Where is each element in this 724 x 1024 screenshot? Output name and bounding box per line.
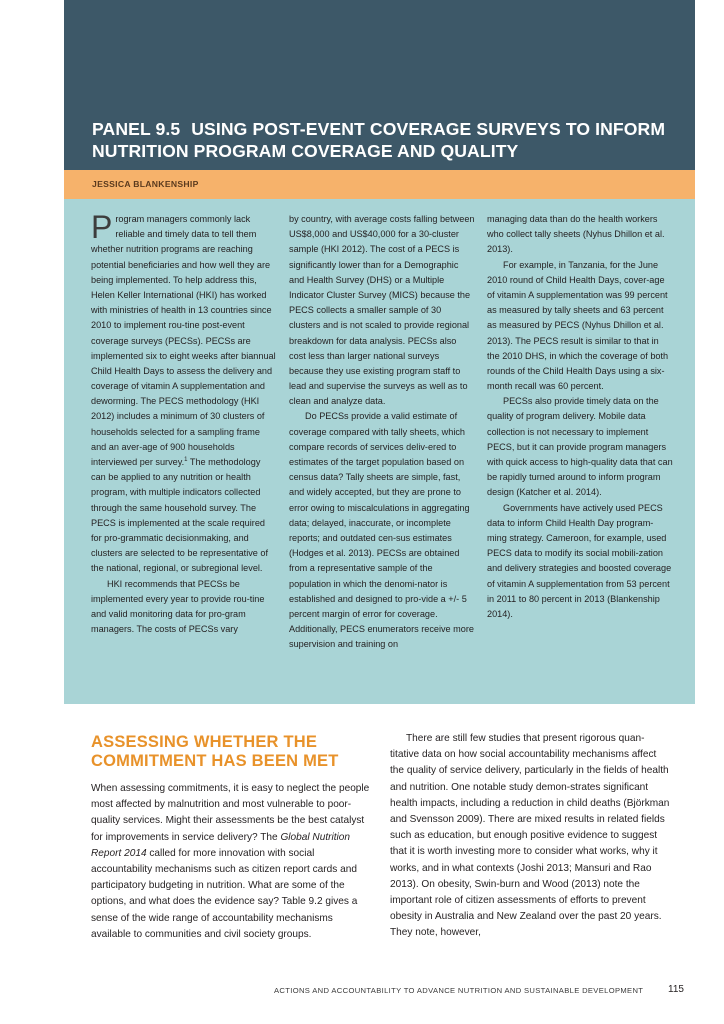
body-column-2 <box>390 731 672 942</box>
page-number: 115 <box>668 984 684 995</box>
body-paragraph <box>91 781 371 943</box>
drop-cap: P <box>91 209 113 245</box>
body-column-1 <box>91 781 371 943</box>
panel-paragraph: PECSs also provide timely data on the quality of program delivery. Mobile data collection is not necessary to implement PECS, but it can provide program managers with quick access to high-quality data that can be rapidly turned around to inform program design (Katcher et al. 2014). <box>487 396 673 498</box>
panel-number: PANEL 9.5 <box>92 119 181 139</box>
panel-paragraph: Do PECSs provide a valid estimate of coverage compared with tally sheets, which compare records of services deliv-ered to estimates of the target population based on census data? Tally sheets are simple, fast, and widely accepted, but they are prone to error owing to miscalculations in aggregating data; delayed, inaccurate, or incomplete reports; and outdated cen-sus estimates (Hodges et al. 2013). PECSs are obtained from a representative sample of the population in which the denomi-nator is established and designed to pro-vide a +/- 5 percent margin of error for coverage. Additionally, PECS enumerators receive more supervision and training on <box>289 411 474 650</box>
panel-column-2 <box>289 212 475 652</box>
author-name: JESSICA BLANKENSHIP <box>92 179 199 189</box>
author-bar <box>64 170 695 199</box>
panel-paragraph: For example, in Tanzania, for the June 2010 round of Child Health Days, cover-age of vitamin A supplementation was 99 percent as measured by tally sheets and 63 percent as measured by PECS (Nyhus Dhillon et al. 2013). The PECS result is similar to that in the 2010 DHS, in which the coverage of both rounds of the Child Health Days using a six-month recall was 60 percent. <box>487 259 669 392</box>
running-footer: ACTIONS AND ACCOUNTABILITY TO ADVANCE NUTRITION AND SUSTAINABLE DEVELOPMENT <box>274 986 644 995</box>
report-title-italic: Global Nutrition Report 2014 <box>91 831 351 859</box>
body-text: called for more innovation with social accountability mechanisms such as citizen report cards and participatory budgeting in nutrition. What are some of the options, and what does the evidence say? Table 9.2 gives a sense of the wide range of accountability mechanisms available to communities and civil society groups. <box>91 847 358 940</box>
section-title: ASSESSING WHETHER THE COMMITMENT HAS BEEN MET <box>91 733 339 770</box>
body-text: When assessing commitments, it is easy to neglect the people most affected by malnutrition and most vulnerable to poor-quality services. Might their assessments be the best catalyst for improvements in service delivery? The <box>91 783 370 843</box>
panel-title <box>92 118 682 162</box>
panel-body <box>64 199 695 704</box>
panel-column-1 <box>91 209 277 637</box>
panel-paragraph: managing data than do the health workers who collect tally sheets (Nyhus Dhillon et al. 2013). <box>487 214 665 255</box>
panel-paragraph: HKI recommends that PECSs be implemented every year to provide rou-tine and valid monitoring data for pro-gram managers. The costs of PECSs vary <box>91 578 265 635</box>
panel-title-text: USING POST-EVENT COVERAGE SURVEYS TO INFORM NUTRITION PROGRAM COVERAGE AND QUALITY <box>92 119 666 161</box>
panel-paragraph-text: The methodology can be applied to any nutrition or health program, with multiple indicators collected through the same household survey. The PECS is implemented at the scale required for pro-grammatic decisionmaking, and clusters are selected to be representative of the national, regional, or subregional level. <box>91 457 269 574</box>
panel-paragraph: Governments have actively used PECS data to inform Child Health Day program-ming strategy. Cameroon, for example, used PECS data to modify its social mobili-zation and delivery strategies and boosted coverage of vitamin A supplementation from 53 percent in 2011 to 80 percent in 2013 (Blankenship 2014). <box>487 502 672 619</box>
panel-paragraph-text: rogram managers commonly lack reliable and timely data to tell them whether nutrition programs are reaching potential beneficiaries and how well they are being implemented. To help address this, Helen Keller International (HKI) has worked with ministries of health in 13 countries since 2010 to implement rou-tine post-event coverage surveys (PECSs). PECSs are implemented six to eight weeks after biannual Child Health Days to assess the delivery and coverage of vitamin A supplementation and deworming. The PECS methodology (HKI 2012) includes a minimum of 30 clusters of households selected for a sampling frame and an aver-age of 900 households interviewed per survey. <box>91 214 276 467</box>
panel-header <box>64 0 695 170</box>
panel-column-3 <box>487 212 673 622</box>
body-paragraph: There are still few studies that present rigorous quan-titative data on how social accountability mechanisms affect the quality of service delivery, particularly in the fields of health and nutrition. One notable study demon-strates significant health impacts, including a reduction in child deaths (Björkman and Svensson 2009). There are mixed results in related fields such as education, but enough positive evidence to suggest that it is worth investing more to consider what works, why it works, and in what contexts (Joshi 2013; Mansuri and Rao 2013). On obesity, Swin-burn and Wood (2013) note the important role of citizen assessments of efforts to prevent obesity in Australia and New Zealand over the past 20 years. They note, however, <box>390 733 670 939</box>
panel-paragraph <box>91 209 277 577</box>
panel-paragraph: by country, with average costs falling between US$8,000 and US$40,000 for a 30-cluster sample (HKI 2012). The cost of a PECS is significantly lower than for a Demographic and Health Survey (DHS) or a Multiple Indicator Cluster Survey (MICS) because the PECS collects a smaller sample of 30 clusters and is not scaled to provide regional breakdown for data analysis. PECSs also cost less than larger national surveys because they use existing program staff to lead and supervise the surveys as well as to clean and analyze data. <box>289 214 475 407</box>
footnote-marker: 1 <box>184 456 188 463</box>
